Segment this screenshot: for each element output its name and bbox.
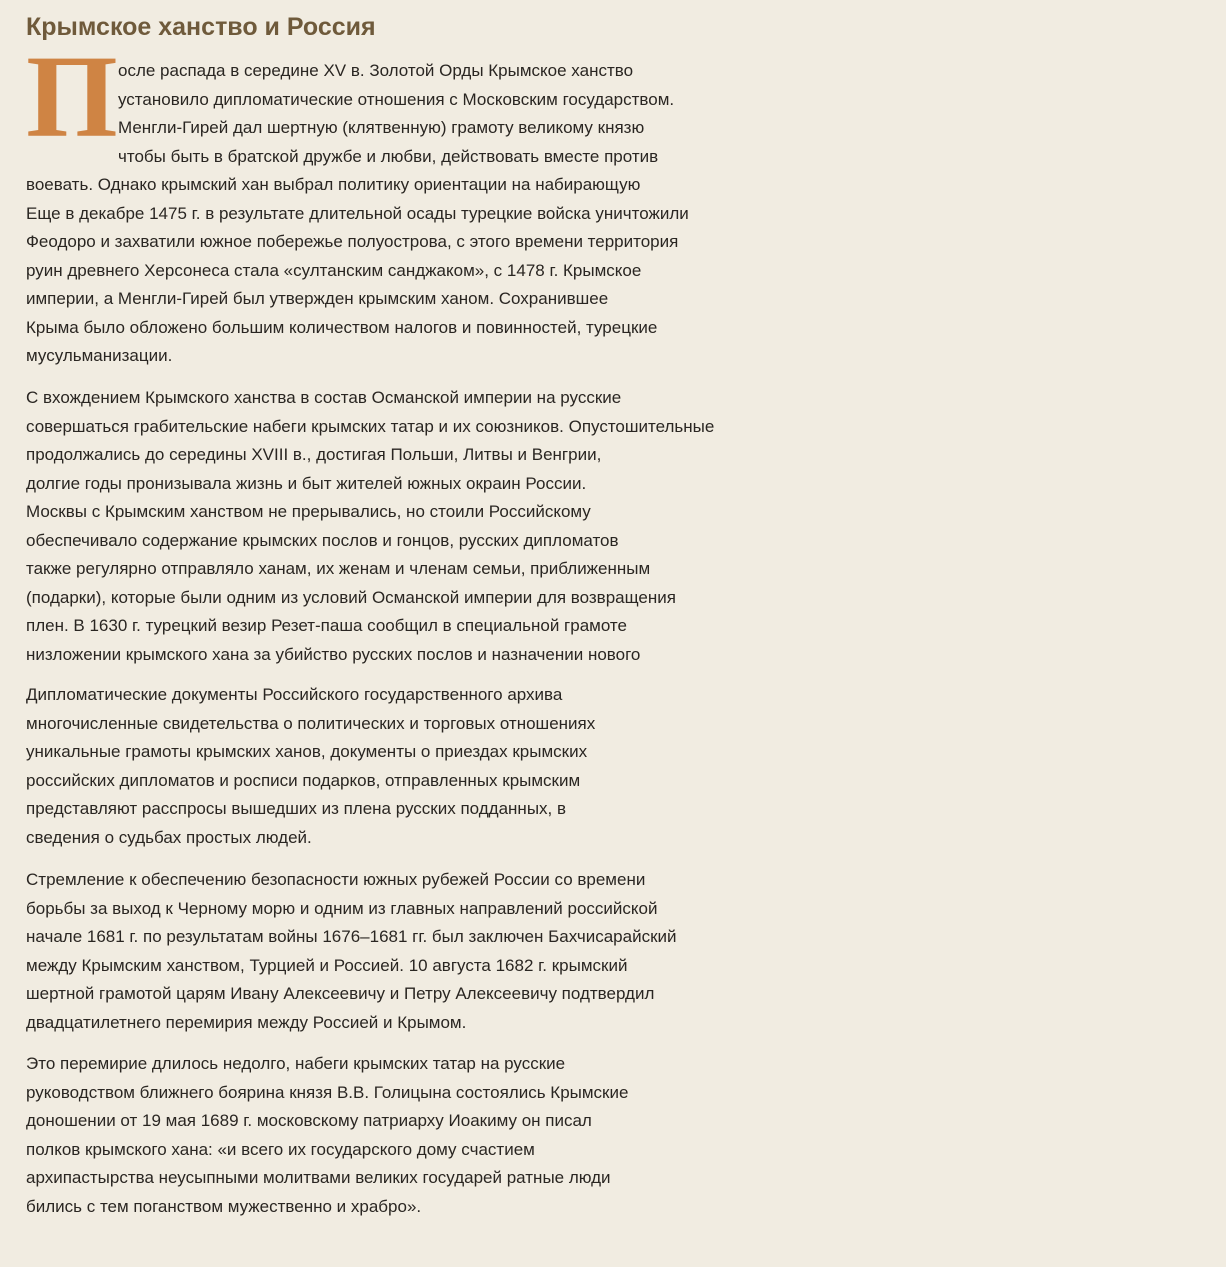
text-line: российских дипломатов и росписи подарков, отправленных крымским bbox=[26, 770, 581, 790]
text-line: (подарки), которые были одним из условий Османской империи для возвращения bbox=[26, 587, 676, 607]
text-line: С вхождением Крымского ханства в состав Османской империи на русские bbox=[26, 388, 622, 407]
text-line: воевать. Однако крымский хан выбрал политику ориентации на набирающую bbox=[26, 175, 641, 194]
text-line: сведения о судьбах простых людей. bbox=[26, 827, 312, 847]
text-line: полков крымского хана: «и всего их государского дому счастием bbox=[26, 1139, 535, 1159]
text-line: Еще в декабре 1475 г. в результате длительной осады турецкие войска уничтожили bbox=[26, 203, 689, 223]
paragraph-4 bbox=[26, 866, 1226, 1037]
text-line: Дипломатические документы Российского государственного архива bbox=[26, 685, 563, 704]
drop-cap-letter: П bbox=[26, 31, 118, 162]
text-line: шертной грамотой царям Ивану Алексеевичу и Петру Алексеевичу подтвердил bbox=[26, 984, 655, 1003]
paragraph-5 bbox=[26, 1050, 1226, 1221]
text-line: двадцатилетнего перемирия между Россией и Крымом. bbox=[26, 1012, 467, 1032]
text-line: бились с тем поганством мужественно и храбро». bbox=[26, 1196, 422, 1216]
text-line: совершаться грабительские набеги крымских татар и их союзников. Опустошительные bbox=[26, 416, 715, 436]
paragraph-2 bbox=[26, 384, 1226, 669]
text-line: Крыма было обложено большим количеством налогов и повинностей, турецкие bbox=[26, 317, 658, 337]
text-line: уникальные грамоты крымских ханов, документы о приездах крымских bbox=[26, 742, 588, 761]
paragraph-1 bbox=[26, 57, 1226, 371]
text-line: осле распада в середине XV в. Золотой Орды Крымское ханство bbox=[118, 61, 634, 80]
text-line: низложении крымского хана за убийство русских послов и назначении нового bbox=[26, 644, 641, 664]
text-line: мусульманизации. bbox=[26, 346, 173, 365]
text-line: Это перемирие длилось недолго, набеги крымских татар на русские bbox=[26, 1054, 566, 1073]
text-line: руин древнего Херсонеса стала «султанским санджаком», с 1478 г. Крымское bbox=[26, 260, 642, 280]
text-line: обеспечивало содержание крымских послов и гонцов, русских дипломатов bbox=[26, 530, 619, 550]
text-line: долгие годы пронизывала жизнь и быт жителей южных окраин России. bbox=[26, 473, 587, 493]
text-line: начале 1681 г. по результатам войны 1676–1681 гг. был заключен Бахчисарайский bbox=[26, 927, 677, 946]
text-line: установило дипломатические отношения с Московским государством. bbox=[118, 89, 675, 109]
text-line: продолжались до середины XVIII в., достигая Польши, Литвы и Венгрии, bbox=[26, 445, 602, 464]
text-line: плен. В 1630 г. турецкий везир Резет-паша сообщил в специальной грамоте bbox=[26, 616, 627, 635]
text-line: также регулярно отправляло ханам, их женам и членам семьи, приближенным bbox=[26, 559, 651, 578]
text-line: между Крымским ханством, Турцией и Россией. 10 августа 1682 г. крымский bbox=[26, 955, 628, 975]
article-title: Крымское ханство и Россия bbox=[26, 13, 376, 41]
text-line: Менгли-Гирей дал шертную (клятвенную) грамоту великому князю bbox=[118, 118, 645, 137]
text-line: империи, а Менгли-Гирей был утвержден крымским ханом. Сохранившее bbox=[26, 289, 609, 308]
text-line: Москвы с Крымским ханством не прерывались, но стоили Российскому bbox=[26, 502, 591, 521]
text-line: борьбы за выход к Черному морю и одним из главных направлений российской bbox=[26, 898, 658, 918]
text-line: представляют расспросы вышедших из плена русских подданных, в bbox=[26, 799, 567, 818]
text-line: Феодоро и захватили южное побережье полуострова, с этого времени территория bbox=[26, 232, 679, 251]
text-line: архипастырства неусыпными молитвами великих государей ратные люди bbox=[26, 1168, 611, 1187]
paragraph-3 bbox=[26, 681, 1226, 852]
text-line: доношении от 19 мая 1689 г. московскому патриарху Иоакиму он писал bbox=[26, 1111, 592, 1130]
text-line: Стремление к обеспечению безопасности южных рубежей России со времени bbox=[26, 870, 646, 889]
text-line: руководством ближнего боярина князя В.В. Голицына состоялись Крымские bbox=[26, 1082, 629, 1102]
text-line: многочисленные свидетельства о политических и торговых отношениях bbox=[26, 713, 596, 733]
text-line: чтобы быть в братской дружбе и любви, действовать вместе против bbox=[118, 146, 659, 166]
